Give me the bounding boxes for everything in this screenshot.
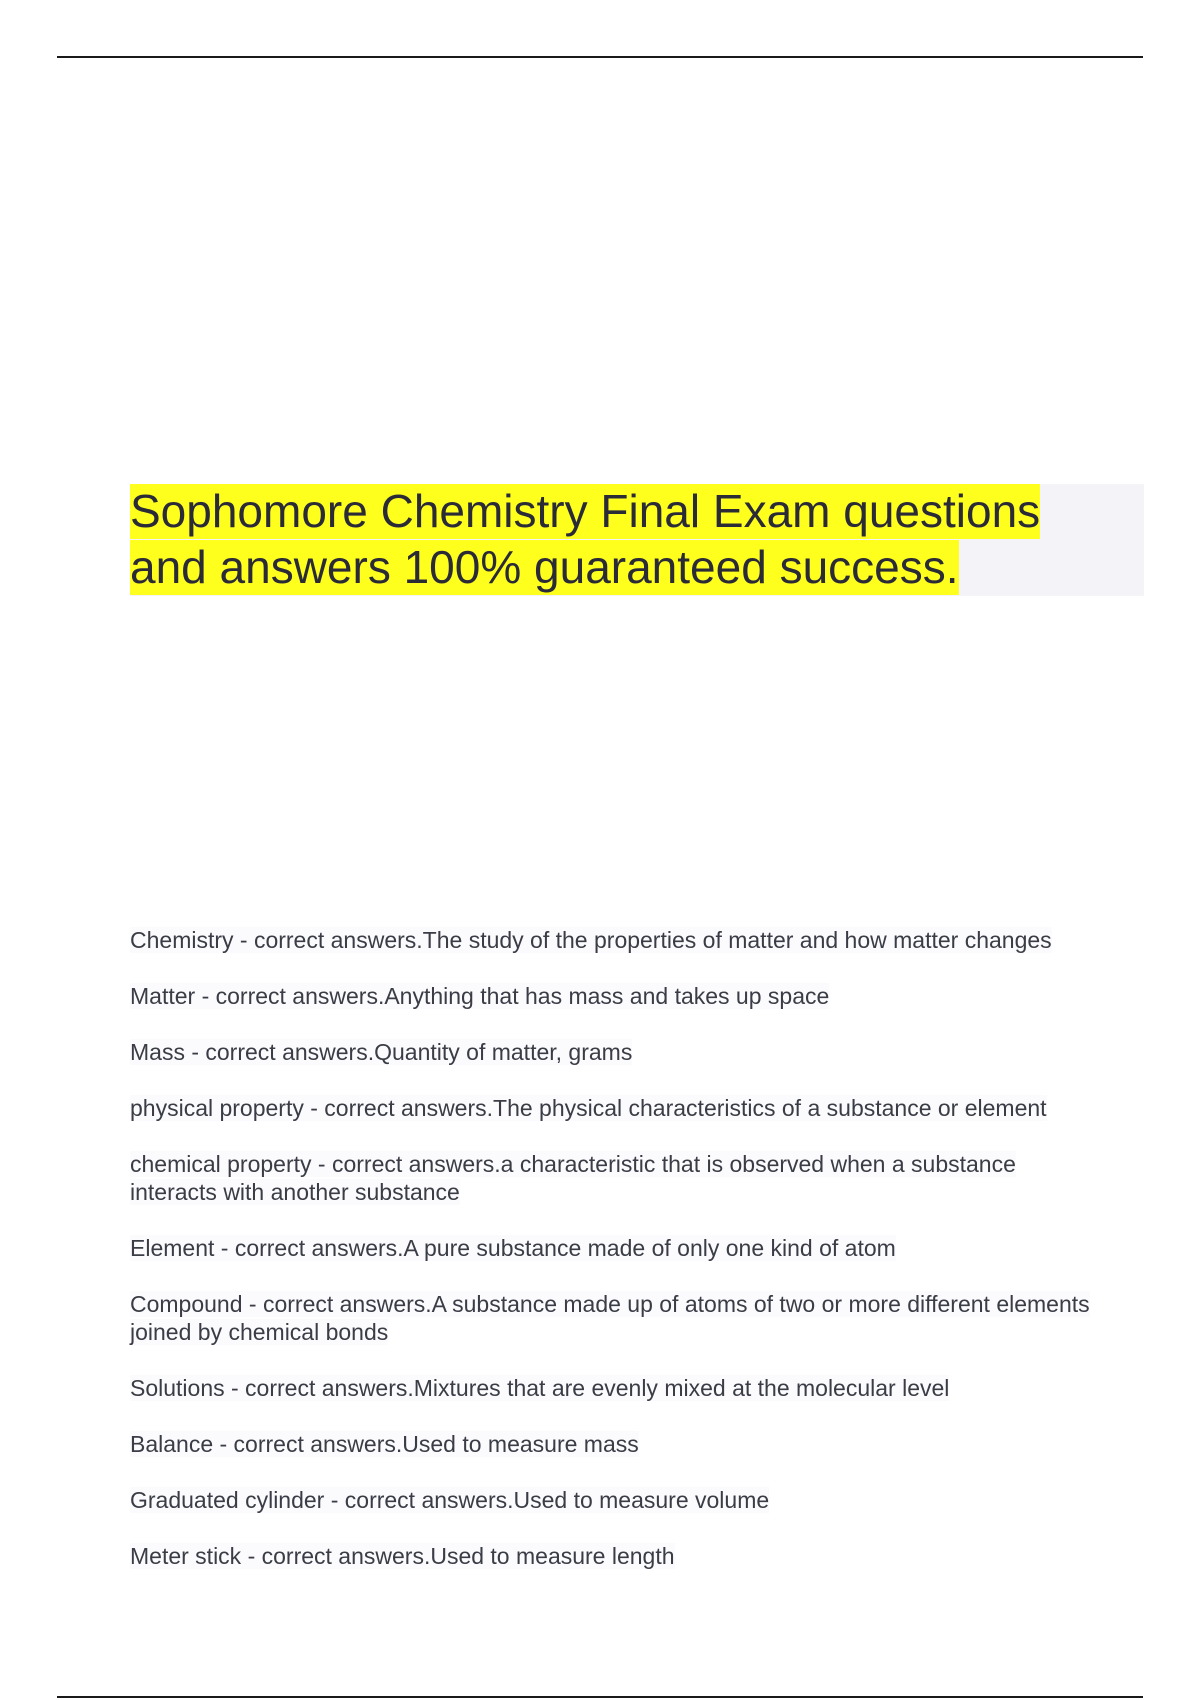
top-rule xyxy=(57,56,1143,58)
qa-item: physical property - correct answers.The physical characteristics of a substance or element xyxy=(130,1095,1047,1121)
qa-item: Solutions - correct answers.Mixtures that are evenly mixed at the molecular level xyxy=(130,1375,950,1401)
title-line-1: Sophomore Chemistry Final Exam questions xyxy=(130,485,1041,537)
qa-item: Balance - correct answers.Used to measure mass xyxy=(130,1431,639,1457)
qa-item: Element - correct answers.A pure substance made of only one kind of atom xyxy=(130,1235,896,1261)
qa-item: chemical property - correct answers.a characteristic that is observed when a substance interacts with another substance xyxy=(130,1151,1016,1205)
title-line-2: and answers 100% guaranteed success. xyxy=(130,541,959,593)
qa-item: Chemistry - correct answers.The study of the properties of matter and how matter changes xyxy=(130,927,1052,953)
bottom-rule xyxy=(57,1696,1143,1698)
qa-item: Compound - correct answers.A substance made up of atoms of two or more different elements joined by chemical bonds xyxy=(130,1291,1090,1345)
qa-item: Mass - correct answers.Quantity of matter, grams xyxy=(130,1039,633,1065)
document-title xyxy=(130,484,1144,596)
qa-list xyxy=(130,926,1150,1598)
qa-item: Matter - correct answers.Anything that has mass and takes up space xyxy=(130,983,830,1009)
qa-item: Graduated cylinder - correct answers.Used to measure volume xyxy=(130,1487,770,1513)
qa-item: Meter stick - correct answers.Used to measure length xyxy=(130,1543,675,1569)
